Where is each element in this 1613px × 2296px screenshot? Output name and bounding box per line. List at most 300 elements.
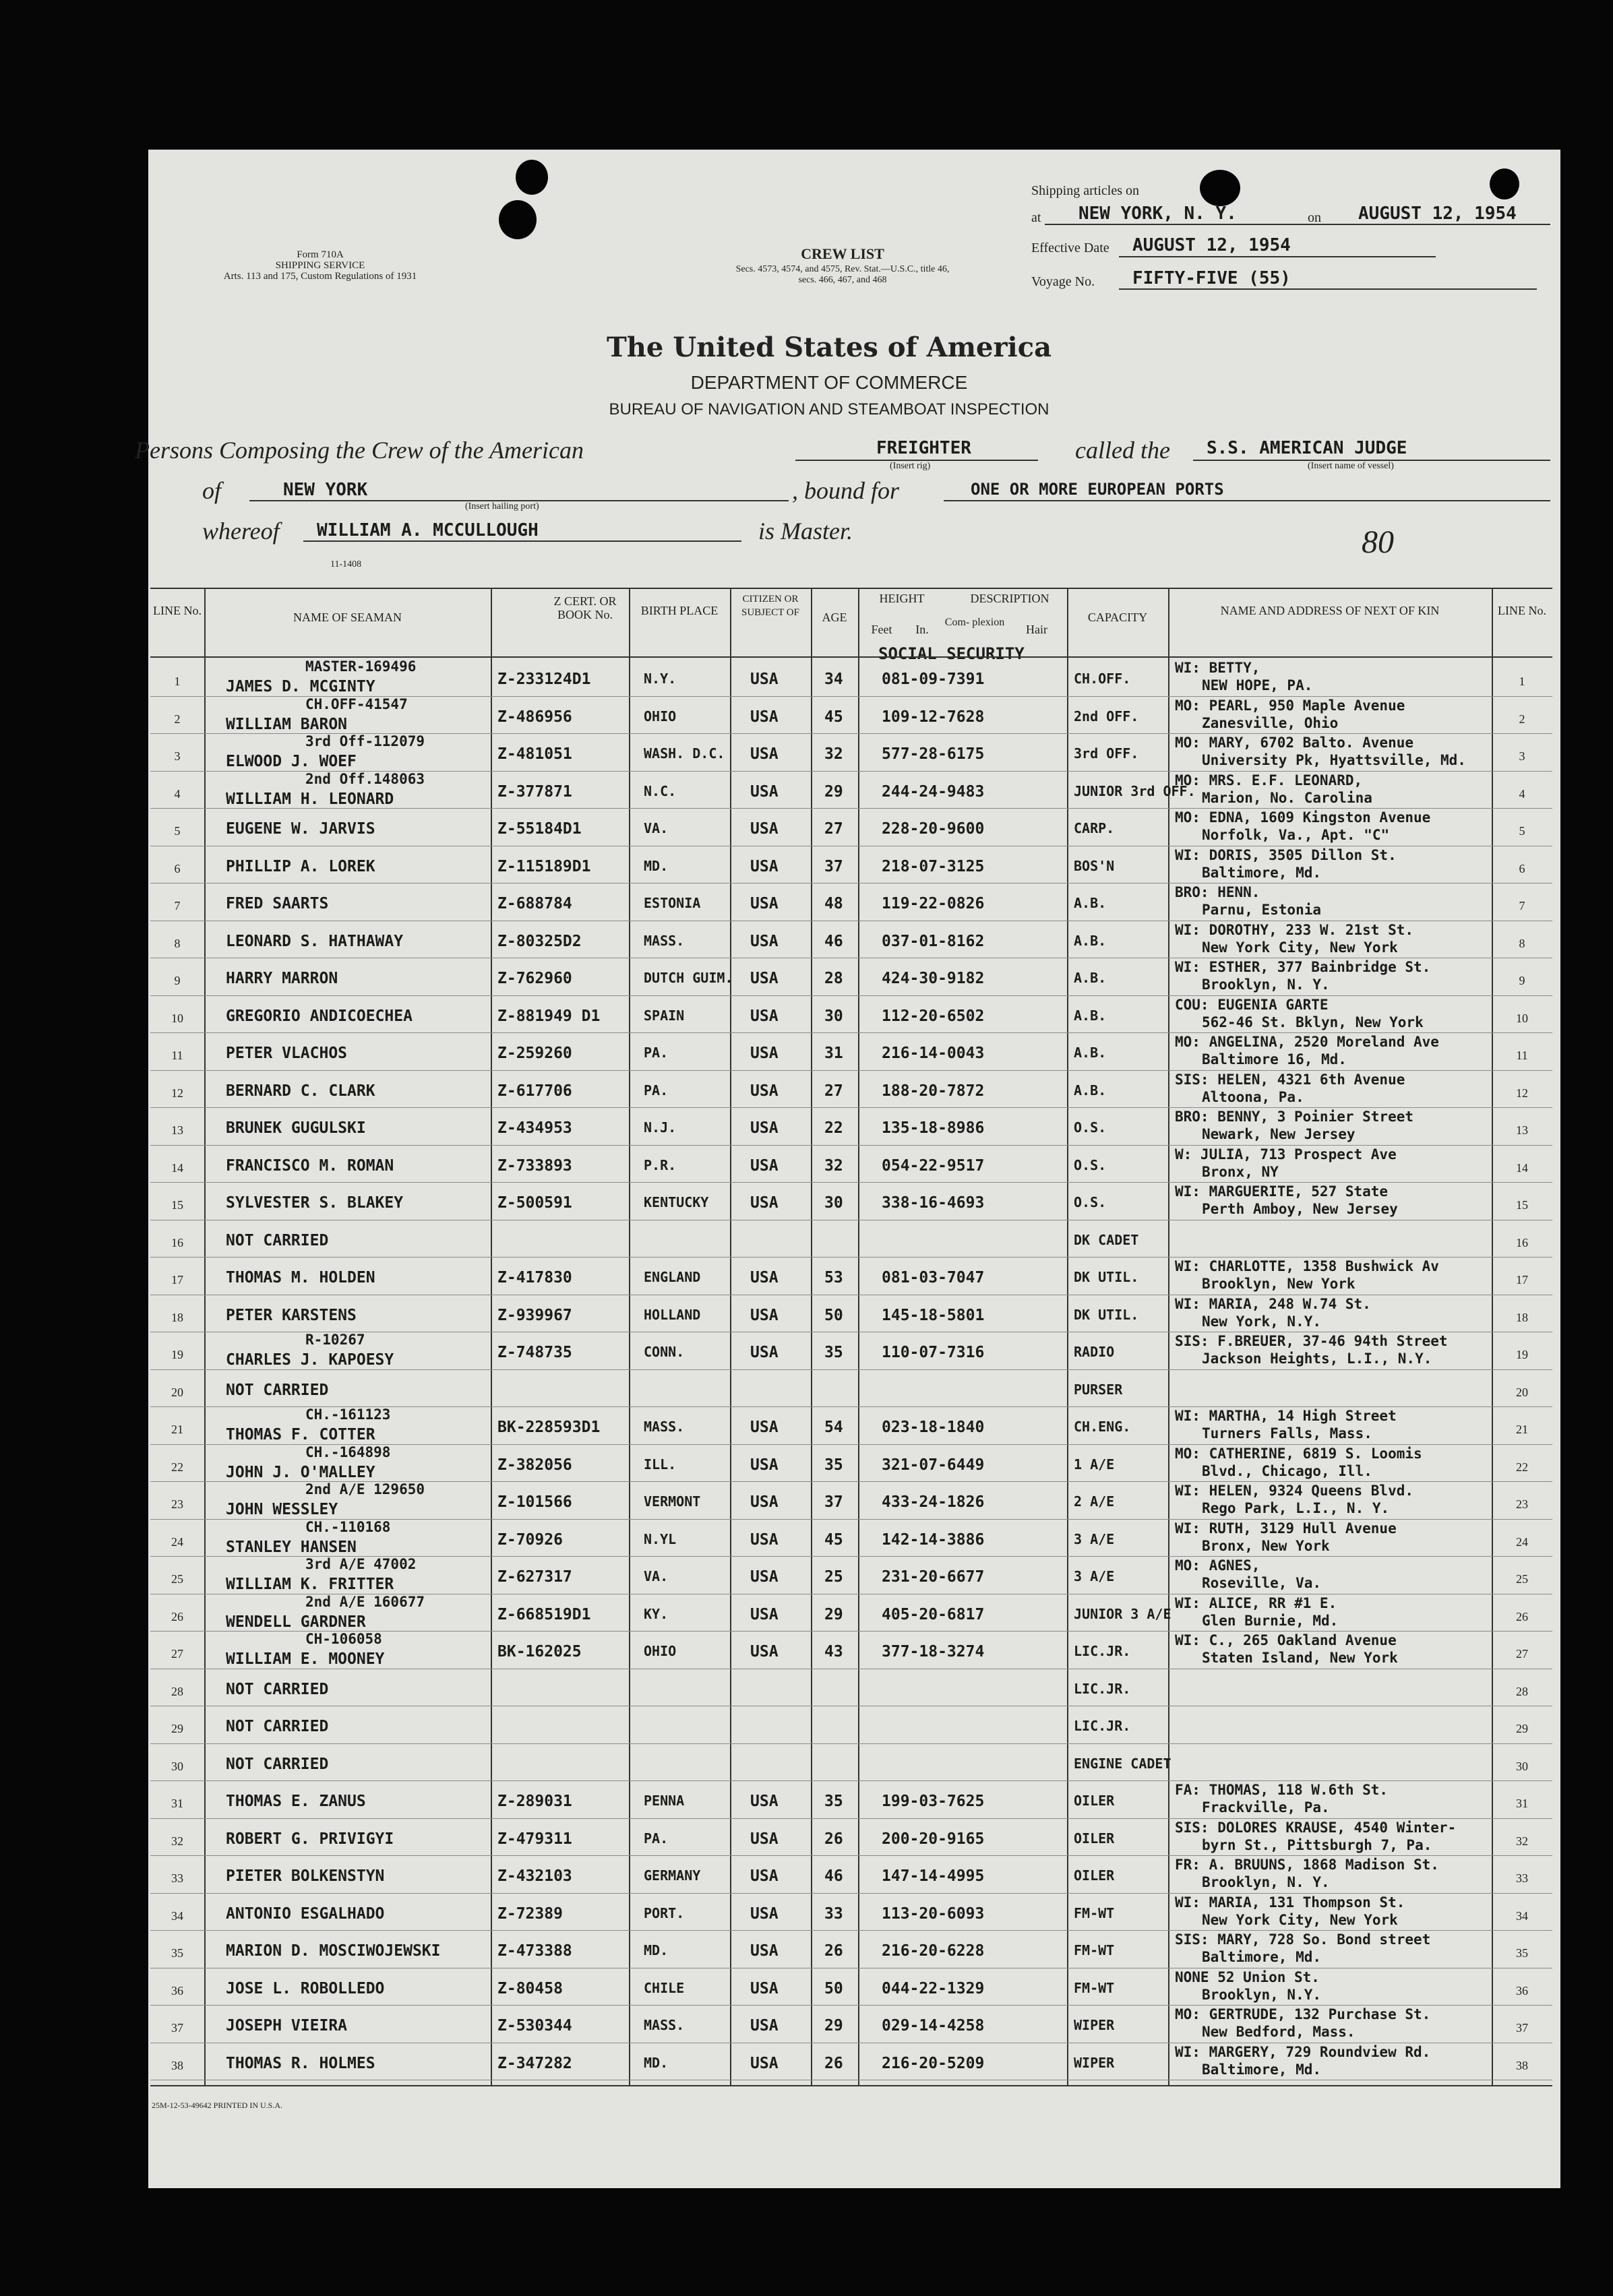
cell-kin-line2: Blvd., Chicago, Ill. [1202, 1462, 1372, 1479]
cell-citizen: USA [750, 1419, 779, 1436]
cell-age: 50 [824, 1306, 843, 1324]
cell-capacity: FM-WT [1074, 1904, 1115, 1921]
line-number: 20 [171, 1385, 183, 1399]
line-number: 6 [174, 861, 181, 875]
cell-name: NOT CARRIED [226, 1718, 329, 1735]
cell-cert: BK-228593D1 [497, 1419, 601, 1436]
cell-capacity: A.B. [1074, 895, 1107, 911]
cell-kin-line2: Rego Park, L.I., N. Y. [1202, 1500, 1390, 1516]
cell-capacity: 3rd OFF. [1074, 745, 1139, 762]
cell-birth: N.C. [644, 782, 677, 799]
cell-capacity: JUNIOR 3 A/E [1074, 1605, 1171, 1622]
cell-age: 27 [824, 820, 843, 838]
cell-ss: 135-18-8986 [882, 1119, 985, 1137]
cell-birth: MASS. [644, 1419, 685, 1435]
cell-citizen: USA [750, 1045, 779, 1062]
cell-citizen: USA [750, 1119, 779, 1137]
table-row [150, 1556, 1552, 1594]
cell-cert: Z-881949 D1 [497, 1007, 601, 1025]
cell-citizen: USA [750, 1344, 779, 1361]
cell-name: PIETER BOLKENSTYN [226, 1867, 385, 1885]
cell-name: THOMAS F. COTTER [226, 1426, 375, 1444]
table-row [150, 846, 1552, 884]
table-row [150, 1855, 1552, 1894]
col-feet: Feet [871, 623, 892, 636]
cell-age: 29 [824, 1605, 843, 1623]
col-complexion: Com- plexion [944, 617, 1005, 628]
rating-number: CH.-110168 [305, 1518, 391, 1535]
cell-ss: 023-18-1840 [882, 1419, 985, 1436]
cell-cert: Z-382056 [497, 1456, 572, 1474]
col-cert: Z CERT. OR BOOK No. [553, 594, 617, 621]
cell-birth: PA. [644, 1082, 669, 1098]
cell-kin-line1: MO: PEARL, 950 Maple Avenue [1175, 697, 1405, 714]
table-row [150, 1669, 1552, 1707]
cell-capacity: JUNIOR 3rd OFF. [1074, 782, 1196, 799]
cell-kin-line2: Newark, New Jersey [1202, 1126, 1356, 1142]
line-number: 1 [174, 675, 181, 688]
punch-hole-4 [1490, 168, 1519, 199]
line-number-right: 13 [1516, 1123, 1528, 1137]
cell-cert: Z-417830 [497, 1269, 572, 1286]
table-row [150, 1369, 1552, 1408]
cell-capacity: LIC.JR. [1074, 1680, 1131, 1697]
line-number-right: 2 [1519, 712, 1525, 726]
cell-kin-line1: WI: MARGERY, 729 Roundview Rd. [1175, 2043, 1431, 2060]
cell-capacity: CARP. [1074, 820, 1115, 836]
cell-ss: 216-14-0043 [882, 1045, 985, 1062]
cell-kin-line1: W: JULIA, 713 Prospect Ave [1175, 1146, 1397, 1162]
crew-table [150, 588, 1552, 2086]
cell-kin-line2: Frackville, Pa. [1202, 1799, 1330, 1816]
cell-citizen: USA [750, 1007, 779, 1025]
line-number-right: 11 [1516, 1049, 1528, 1062]
cell-kin-line2: Altoona, Pa. [1202, 1088, 1304, 1105]
cell-kin-line2: New York City, New York [1202, 1911, 1398, 1928]
cell-age: 53 [824, 1269, 843, 1286]
line-number-right: 3 [1519, 749, 1525, 763]
cell-age: 43 [824, 1643, 843, 1661]
line-number-right: 12 [1516, 1086, 1528, 1100]
cell-birth: OHIO [644, 1643, 677, 1659]
cell-kin-line1: MO: EDNA, 1609 Kingston Avenue [1175, 809, 1431, 826]
rating-number: 2nd Off.148063 [305, 770, 425, 787]
cell-ss: 110-07-7316 [882, 1344, 985, 1361]
cell-name: LEONARD S. HATHAWAY [226, 932, 404, 950]
line-number-right: 21 [1516, 1423, 1528, 1436]
cell-citizen: USA [750, 708, 779, 726]
crew-list-title: CREW LIST [801, 245, 884, 262]
voyage-label: Voyage No. [1031, 274, 1095, 289]
line-number-right: 33 [1516, 1871, 1528, 1885]
cell-ss: 199-03-7625 [882, 1793, 985, 1810]
cell-citizen: USA [750, 1942, 779, 1960]
cell-kin-line2: Zanesville, Ohio [1202, 714, 1339, 731]
cell-birth: VA. [644, 820, 669, 836]
cell-ss: 142-14-3886 [882, 1530, 985, 1549]
persons-label: Persons Composing the Crew of the American [135, 437, 584, 464]
cell-ss: 321-07-6449 [882, 1456, 985, 1474]
cell-kin-line2: byrn St., Pittsburgh 7, Pa. [1202, 1836, 1432, 1853]
cell-capacity: CH.OFF. [1074, 671, 1131, 687]
cell-age: 48 [824, 895, 843, 912]
cell-birth: PA. [644, 1045, 669, 1061]
cell-name: JOHN WESSLEY [226, 1501, 338, 1518]
table-row [150, 1780, 1552, 1819]
cell-cert: Z-500591 [497, 1194, 572, 1212]
line-number-right: 10 [1516, 1011, 1528, 1025]
cell-kin-line2: Brooklyn, N.Y. [1202, 1986, 1322, 2003]
cell-birth: PORT. [644, 1904, 685, 1921]
table-row [150, 1930, 1552, 1968]
line-number: 31 [171, 1797, 183, 1810]
rig-value: FREIGHTER [876, 438, 971, 458]
cell-age: 30 [824, 1194, 843, 1212]
cell-kin-line2: Glen Burnie, Md. [1202, 1612, 1339, 1629]
cell-birth: KY. [644, 1605, 669, 1622]
line-number-right: 9 [1519, 974, 1525, 987]
table-row [150, 1406, 1552, 1445]
cell-name: WENDELL GARDNER [226, 1613, 366, 1631]
cell-citizen: USA [750, 932, 779, 950]
line-number-right: 30 [1516, 1759, 1528, 1773]
table-row [150, 1706, 1552, 1744]
cell-ss: 228-20-9600 [882, 820, 985, 838]
effective-date-label: Effective Date [1031, 241, 1109, 255]
cell-name: NOT CARRIED [226, 1680, 329, 1698]
table-row [150, 995, 1552, 1034]
cell-kin-line1: WI: ALICE, RR #1 E. [1175, 1594, 1337, 1611]
line-number-right: 29 [1516, 1722, 1528, 1735]
cell-cert: Z-688784 [497, 895, 572, 912]
cell-name: JOHN J. O'MALLEY [226, 1463, 375, 1481]
punch-hole-3 [1200, 170, 1240, 206]
table-row [150, 1968, 1552, 2006]
on-label: on [1308, 210, 1321, 225]
line-number: 38 [171, 2058, 183, 2072]
cell-name: CHARLES J. KAPOESY [226, 1351, 394, 1369]
line-number: 32 [171, 1834, 183, 1848]
line-number: 2 [174, 712, 181, 726]
rating-number: 2nd A/E 160677 [305, 1593, 425, 1610]
cell-citizen: USA [750, 1456, 779, 1474]
cell-capacity: O.S. [1074, 1119, 1107, 1136]
cell-kin-line1: MO: MRS. E.F. LEONARD, [1175, 772, 1363, 788]
cell-ss: 218-07-3125 [882, 857, 985, 875]
cell-birth: ILL. [644, 1456, 677, 1472]
cell-age: 50 [824, 1979, 843, 1997]
master-value: WILLIAM A. MCCULLOUGH [317, 520, 539, 540]
line-number: 16 [171, 1235, 183, 1249]
port-caption: (Insert hailing port) [465, 501, 539, 511]
table-row [150, 1070, 1552, 1109]
rating-number: R-10267 [305, 1332, 365, 1348]
cell-age: 26 [824, 2054, 843, 2072]
vessel-value: S.S. AMERICAN JUDGE [1207, 438, 1407, 458]
cell-cert: Z-668519D1 [497, 1605, 591, 1623]
rating-number: CH.-161123 [305, 1406, 391, 1423]
line-number-right: 24 [1516, 1534, 1528, 1549]
line-number-right: 8 [1519, 936, 1525, 950]
cell-name: ANTONIO ESGALHADO [226, 1904, 385, 1923]
line-number-right: 38 [1516, 2058, 1528, 2072]
cell-citizen: USA [750, 1830, 779, 1848]
cell-citizen: USA [750, 745, 779, 763]
cell-name: ELWOOD J. WOEF [226, 753, 357, 770]
cell-kin-line1: MO: AGNES, [1175, 1557, 1260, 1574]
col-line-no: LINE No. [153, 604, 202, 617]
line-number: 23 [171, 1497, 183, 1511]
cell-name: FRANCISCO M. ROMAN [226, 1156, 394, 1175]
cell-kin-line2: Brooklyn, N. Y. [1202, 1874, 1330, 1890]
cell-name: NOT CARRIED [226, 1755, 329, 1773]
cell-kin-line1: NONE 52 Union St. [1175, 1968, 1320, 1985]
line-number-right: 31 [1516, 1797, 1528, 1810]
cell-capacity: CH.ENG. [1074, 1419, 1131, 1435]
cell-capacity: A.B. [1074, 970, 1107, 986]
cell-cert: Z-259260 [497, 1045, 572, 1062]
line-number-right: 28 [1516, 1684, 1528, 1698]
table-row [150, 2005, 1552, 2043]
cell-name: ROBERT G. PRIVIGYI [226, 1830, 394, 1848]
cell-cert: Z-481051 [497, 745, 572, 763]
cell-ss: 377-18-3274 [882, 1643, 985, 1661]
cell-capacity: OILER [1074, 1793, 1115, 1809]
cell-citizen: USA [750, 1493, 779, 1511]
cell-kin-line1: WI: CHARLOTTE, 1358 Bushwick Av [1175, 1258, 1439, 1274]
cell-ss: 216-20-6228 [882, 1942, 985, 1960]
bureau-heading: BUREAU OF NAVIGATION AND STEAMBOAT INSPECTION [609, 400, 1049, 418]
line-number-right: 1 [1519, 675, 1525, 688]
cell-name: BERNARD C. CLARK [226, 1082, 375, 1100]
cell-ss: 029-14-4258 [882, 2017, 985, 2035]
cell-kin-line2: Bronx, New York [1202, 1537, 1330, 1554]
cell-cert: Z-80458 [497, 1979, 563, 1997]
social-security-heading: SOCIAL SECURITY [878, 644, 1025, 663]
cell-name: NOT CARRIED [226, 1231, 329, 1249]
cell-kin-line1: WI: MARIA, 248 W.74 St. [1175, 1295, 1371, 1312]
cell-age: 25 [824, 1568, 843, 1586]
cell-kin-line1: WI: DORIS, 3505 Dillon St. [1175, 846, 1397, 863]
cell-name: JOSE L. ROBOLLEDO [226, 1979, 385, 1997]
rig-caption: (Insert rig) [890, 461, 931, 471]
cell-ss: 081-03-7047 [882, 1269, 985, 1286]
cell-kin-line1: WI: C., 265 Oakland Avenue [1175, 1632, 1397, 1648]
cell-kin-line2: Staten Island, New York [1202, 1650, 1398, 1666]
line-number-right: 35 [1516, 1946, 1528, 1960]
table-row [150, 1818, 1552, 1857]
cell-kin-line1: WI: MARIA, 131 Thompson St. [1175, 1894, 1405, 1911]
cell-ss: 433-24-1826 [882, 1493, 985, 1511]
cell-kin-line2: Baltimore, Md. [1202, 1949, 1322, 1965]
cell-citizen: USA [750, 895, 779, 912]
at-label: at [1031, 210, 1041, 225]
cell-citizen: USA [750, 970, 779, 987]
table-row [150, 1295, 1552, 1333]
cell-ss: 231-20-6677 [882, 1568, 985, 1586]
cell-kin-line2: Jackson Heights, L.I., N.Y. [1202, 1351, 1432, 1367]
cell-birth: ENGLAND [644, 1269, 701, 1285]
of-label: of [202, 477, 222, 504]
cell-birth: PA. [644, 1830, 669, 1847]
cell-ss: 109-12-7628 [882, 708, 985, 726]
cell-kin-line2: Roseville, Va. [1202, 1575, 1322, 1591]
cell-capacity: WIPER [1074, 2017, 1115, 2033]
cell-capacity: O.S. [1074, 1156, 1107, 1173]
cell-age: 46 [824, 932, 843, 950]
cell-age: 29 [824, 782, 843, 801]
cell-age: 37 [824, 1493, 843, 1511]
cell-age: 54 [824, 1419, 843, 1436]
line-number-right: 34 [1516, 1909, 1528, 1923]
cell-birth: MD. [644, 2054, 669, 2071]
rating-number: 3rd Off-112079 [305, 733, 425, 749]
line-number-right: 26 [1516, 1609, 1528, 1623]
table-row [150, 1743, 1552, 1782]
cell-birth: CHILE [644, 1979, 685, 1996]
table-row [150, 1631, 1552, 1669]
line-number: 4 [174, 786, 181, 801]
cell-kin-line1: MO: MARY, 6702 Balto. Avenue [1175, 735, 1414, 751]
cell-cert: Z-762960 [497, 970, 572, 987]
cell-kin-line1: FR: A. BRUUNS, 1868 Madison St. [1175, 1857, 1439, 1873]
form-service: SHIPPING SERVICE [275, 260, 365, 271]
line-number-right: 14 [1516, 1160, 1528, 1175]
cell-birth: N.YL [644, 1530, 677, 1547]
cell-capacity: FM-WT [1074, 1942, 1115, 1958]
cell-name: EUGENE W. JARVIS [226, 820, 375, 838]
cell-name: SYLVESTER S. BLAKEY [226, 1194, 404, 1212]
cell-cert: Z-627317 [497, 1568, 572, 1586]
cell-citizen: USA [750, 2017, 779, 2035]
port-value: NEW YORK [283, 480, 368, 500]
cell-name: HARRY MARRON [226, 970, 338, 987]
line-number: 37 [171, 2021, 183, 2035]
cell-capacity: DK UTIL. [1074, 1269, 1139, 1285]
line-number: 25 [171, 1572, 183, 1586]
line-number: 14 [171, 1160, 183, 1175]
cell-capacity: OILER [1074, 1830, 1115, 1847]
cell-capacity: LIC.JR. [1074, 1718, 1131, 1734]
table-row [150, 1182, 1552, 1220]
cell-birth: DUTCH GUIM. [644, 970, 733, 986]
cell-birth: N.J. [644, 1119, 677, 1136]
col-age: AGE [822, 611, 847, 624]
cell-cert: Z-233124D1 [497, 671, 591, 688]
cell-citizen: USA [750, 782, 779, 801]
cell-name: THOMAS R. HOLMES [226, 2054, 375, 2072]
cell-name: NOT CARRIED [226, 1381, 329, 1399]
cell-cert: Z-479311 [497, 1830, 572, 1848]
cell-capacity: RADIO [1074, 1344, 1115, 1360]
table-row [150, 1519, 1552, 1557]
cell-cert: Z-347282 [497, 2054, 572, 2072]
rating-number: CH.-164898 [305, 1444, 391, 1460]
line-number: 7 [174, 899, 181, 912]
line-number: 11 [171, 1049, 183, 1062]
rating-number: CH-106058 [305, 1631, 382, 1647]
cell-kin-line2: New York, N.Y. [1202, 1313, 1322, 1330]
cell-name: WILLIAM H. LEONARD [226, 790, 394, 808]
cell-capacity: 2 A/E [1074, 1493, 1115, 1510]
cell-kin-line1: SIS: DOLORES KRAUSE, 4540 Winter- [1175, 1819, 1457, 1836]
nation-heading: The United States of America [606, 332, 1052, 363]
shipping-articles-label: Shipping articles on [1031, 183, 1139, 198]
table-row [150, 921, 1552, 959]
line-number-right: 4 [1519, 786, 1525, 801]
cell-capacity: 2nd OFF. [1074, 708, 1139, 724]
cell-citizen: USA [750, 1306, 779, 1324]
cell-birth: PENNA [644, 1793, 685, 1809]
col-inches: In. [915, 623, 929, 636]
cell-cert: Z-473388 [497, 1942, 572, 1960]
cell-citizen: USA [750, 1904, 779, 1923]
col-height: HEIGHT [879, 592, 925, 605]
line-number-right: 7 [1519, 899, 1525, 912]
cell-kin-line2: Baltimore, Md. [1202, 2061, 1322, 2078]
cell-ss: 188-20-7872 [882, 1082, 985, 1100]
cell-birth: P.R. [644, 1156, 677, 1173]
crew-list-document [135, 150, 1560, 2188]
cell-name: PHILLIP A. LOREK [226, 857, 375, 875]
cell-cert: Z-72389 [497, 1904, 563, 1923]
cell-ss: 216-20-5209 [882, 2054, 985, 2072]
cell-cert: Z-434953 [497, 1119, 572, 1137]
line-number: 33 [171, 1871, 183, 1885]
cell-name: WILLIAM K. FRITTER [226, 1576, 394, 1593]
table-row [150, 808, 1552, 846]
cell-age: 27 [824, 1082, 843, 1100]
cell-cert: Z-530344 [497, 2017, 572, 2035]
cell-age: 32 [824, 745, 843, 763]
line-number: 8 [174, 936, 181, 950]
cell-birth: N.Y. [644, 671, 677, 687]
cell-kin-line2: Brooklyn, N. Y. [1202, 976, 1330, 993]
cell-age: 28 [824, 970, 843, 987]
rating-number: CH.OFF-41547 [305, 695, 408, 712]
cell-citizen: USA [750, 1979, 779, 1997]
table-row [150, 1145, 1552, 1183]
cell-cert: Z-115189D1 [497, 857, 591, 875]
rating-number: 2nd A/E 129650 [305, 1481, 425, 1497]
line-number-right: 25 [1516, 1572, 1528, 1586]
table-row [150, 733, 1552, 772]
col-capacity: CAPACITY [1087, 611, 1148, 624]
line-number: 5 [174, 824, 181, 838]
col-line-no-right: LINE No. [1498, 604, 1546, 617]
cell-kin-line1: BRO: HENN. [1175, 884, 1260, 900]
cell-capacity: 3 A/E [1074, 1568, 1115, 1584]
cell-capacity: FM-WT [1074, 1979, 1115, 1996]
cell-birth: SPAIN [644, 1007, 685, 1024]
table-row [150, 2043, 1552, 2081]
cell-kin-line1: SIS: MARY, 728 So. Bond street [1175, 1931, 1431, 1948]
cell-birth: WASH. D.C. [644, 745, 725, 762]
table-row [150, 1220, 1552, 1258]
cell-capacity: A.B. [1074, 1082, 1107, 1098]
cell-cert: Z-617706 [497, 1082, 572, 1100]
cell-kin-line2: Brooklyn, New York [1202, 1276, 1356, 1292]
cell-birth: GERMANY [644, 1867, 701, 1884]
cell-birth: CONN. [644, 1344, 685, 1360]
print-code: 25M-12-53-49642 PRINTED IN U.S.A. [152, 2101, 282, 2110]
rating-number: 3rd A/E 47002 [305, 1556, 417, 1572]
at-value: NEW YORK, N. Y. [1078, 204, 1237, 224]
line-number-right: 32 [1516, 1834, 1528, 1848]
cell-kin-line2: Turners Falls, Mass. [1202, 1425, 1372, 1441]
cell-ss: 244-24-9483 [882, 782, 985, 801]
cell-name: BRUNEK GUGULSKI [226, 1119, 366, 1137]
